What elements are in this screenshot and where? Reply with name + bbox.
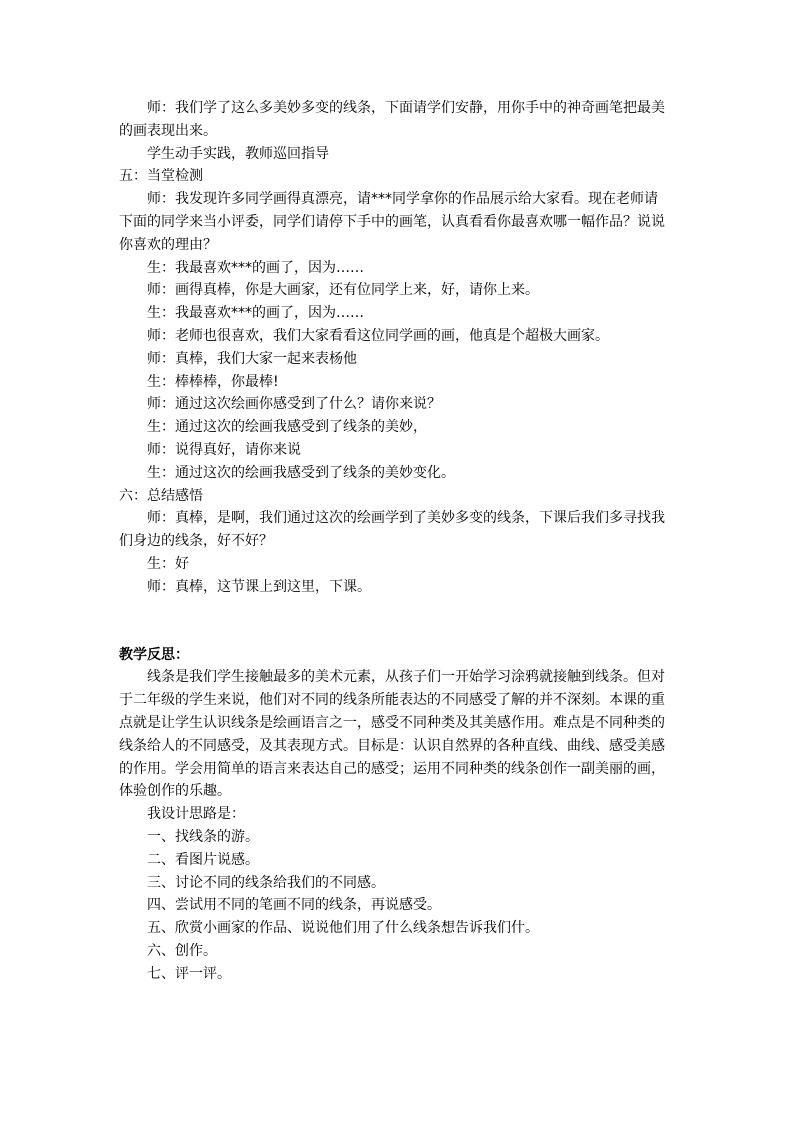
paragraph: 七、评一评。 [147, 965, 231, 982]
paragraph: 师：通过这次绘画你感受到了什么？请你来说？ [147, 396, 441, 413]
paragraph: 师：我们学了这么多美妙多变的线条，下面请学们安静，用你手中的神奇画笔把最美的画表现出来。 [119, 100, 665, 139]
paragraph: 五、欣赏小画家的作品、说说他们用了什么线条想告诉我们什。 [147, 920, 539, 937]
lesson-dialogue [119, 97, 671, 599]
section-heading: 六：总结感悟 [119, 487, 203, 504]
paragraph: 线条是我们学生接触最多的美术元素，从孩子们一开始学习涂鸦就接触到线条。但对于二年级的学生来说，他们对不同的线条所能表达的不同感受了解的并不深刻。本课的重点就是让学生认识线条是绘画语言之一，感受不同种类及其美感作用。难点是不同种类的线条给人的不同感受，及其表现方式。目标是：认识自然界的各种直线、曲线、感受美感的作用。学会用简单的语言来表达自己的感受；运用不同种类的线条创作一副美丽的画，体验创作的乐趣。 [119, 669, 665, 800]
paragraph: 生：棒棒棒，你最棒! [147, 373, 279, 390]
paragraph: 生：好 [147, 555, 189, 572]
paragraph: 学生动手实践，教师巡回指导 [147, 145, 329, 162]
reflection-heading: 教学反思： [119, 646, 189, 663]
paragraph: 一、找线条的游。 [147, 828, 259, 845]
paragraph: 师：画得真棒，你是大画家，还有位同学上来，好，请你上来。 [147, 282, 539, 299]
section-heading: 五：当堂检测 [119, 168, 203, 185]
paragraph: 师：真棒，我们大家一起来表杨他 [147, 350, 357, 367]
paragraph: 师：说得真好，请你来说 [147, 441, 301, 458]
section-gap [119, 599, 671, 644]
paragraph: 四、尝试用不同的笔画不同的线条，再说感受。 [147, 897, 441, 914]
paragraph: 三、讨论不同的线条给我们的不同感。 [147, 874, 385, 891]
paragraph: 六、创作。 [147, 942, 217, 959]
paragraph: 生：我最喜欢***的画了，因为…… [147, 305, 364, 322]
paragraph: 师：我发现许多同学画得真漂亮，请***同学拿你的作品展示给大家看。现在老师请下面的同学来当小评委，同学们请停下手中的画笔，认真看看你最喜欢哪一幅作品？说说你喜欢的理由？ [119, 191, 665, 253]
document-body [119, 97, 671, 985]
paragraph: 师：真棒，这节课上到这里，下课。 [147, 578, 371, 595]
paragraph: 师：真棒，是啊，我们通过这次的绘画学到了美妙多变的线条，下课后我们多寻找我们身边的线条，好不好？ [119, 510, 665, 550]
paragraph: 生：我最喜欢***的画了，因为…… [147, 259, 364, 276]
paragraph: 生：通过这次的绘画我感受到了线条的美妙变化。 [147, 464, 455, 481]
paragraph: 二、看图片说感。 [147, 851, 259, 868]
paragraph: 生：通过这次的绘画我感受到了线条的美妙， [147, 419, 427, 436]
reflection-body [119, 666, 671, 985]
paragraph: 师：老师也很喜欢，我们大家看看这位同学画的画，他真是个超极大画家。 [147, 327, 609, 344]
paragraph: 我设计思路是： [147, 806, 245, 823]
